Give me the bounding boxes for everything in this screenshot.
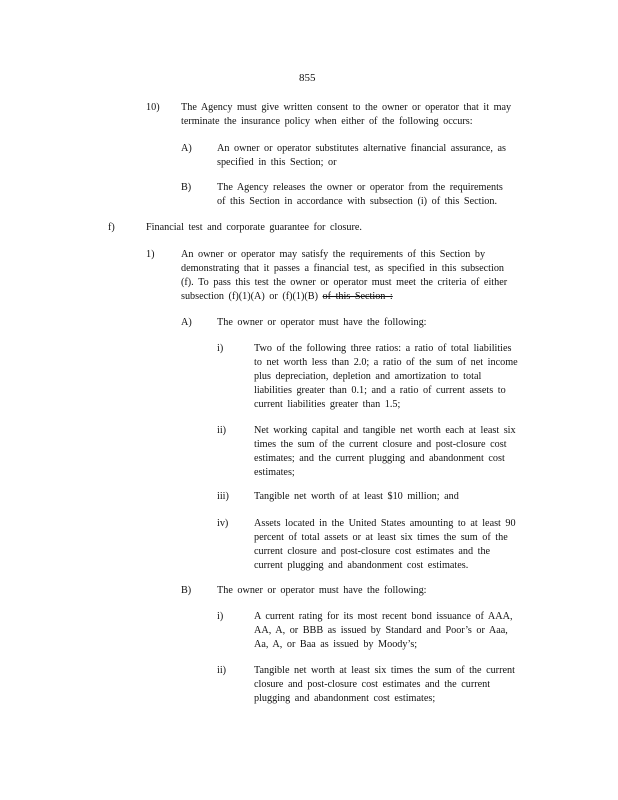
item-f1-line-1: An owner or operator may satisfy the requirements of this Section by [181, 249, 486, 260]
item-10b-line-1: The Agency releases the owner or operator from the requirements [217, 182, 503, 193]
item-label-f1b-ii: ii) [217, 665, 227, 676]
item-f1b-ii-line-1: Tangible net worth at least six times the sum of the current [254, 665, 515, 676]
item-label-f1a-iv: iv) [217, 518, 229, 529]
item-10a-line-1: An owner or operator substitutes alternative financial assurance, as [217, 143, 506, 154]
item-f1a-ii-line-4: estimates; [254, 467, 295, 478]
item-f1-line-4-text: subsection (f)(1)(A) or (f)(1)(B) [181, 291, 318, 302]
item-label-f1b: B) [181, 585, 192, 596]
deleted-text: of this Section : [322, 291, 393, 302]
item-f1a-i-line-4: liabilities greater than 0.1; and a ratio of current assets to [254, 385, 506, 396]
item-f1a-iv-line-2: percent of total assets or at least six times the sum of the [254, 532, 508, 543]
item-f1b-i-line-1: A current rating for its most recent bond issuance of AAA, [254, 611, 513, 622]
item-f1a-i-line-2: to net worth less than 2.0; a ratio of the sum of net income [254, 357, 518, 368]
item-label-f1a-iii: iii) [217, 491, 229, 502]
item-f1b-i-line-2: AA, A, or BBB as issued by Standard and Poor’s or Aaa, [254, 625, 508, 636]
item-f1a-ii-line-3: estimates; and the current plugging and abandonment cost [254, 453, 505, 464]
item-f1a-iv-line-1: Assets located in the United States amounting to at least 90 [254, 518, 516, 529]
item-10-line-2: terminate the insurance policy when either of the following occurs: [181, 116, 473, 127]
item-10b-line-2: of this Section in accordance with subsection (i) of this Section. [217, 196, 498, 207]
item-f1b-i-line-3: Aa, A, or Baa as issued by Moody’s; [254, 639, 418, 650]
item-f1a-iii-line-1: Tangible net worth of at least $10 million; and [254, 491, 459, 502]
item-f1b-ii-line-2: closure and post-closure cost estimates and the current [254, 679, 491, 690]
item-f1a-line-1: The owner or operator must have the following: [217, 317, 427, 328]
page-number: 855 [299, 72, 316, 84]
item-label-f1: 1) [146, 249, 155, 260]
item-label-f1b-i: i) [217, 611, 224, 622]
item-label-10b: B) [181, 182, 192, 193]
item-f1a-iv-line-3: current closure and post-closure cost estimates and the [254, 546, 491, 557]
item-f1a-iv-line-4: current plugging and abandonment cost estimates. [254, 560, 469, 571]
item-label-f1a-i: i) [217, 343, 224, 354]
item-f1-line-2: demonstrating that it passes a financial test, as specified in this subsection [181, 263, 505, 274]
item-f1a-ii-line-1: Net working capital and tangible net worth each at least six [254, 425, 516, 436]
item-f1a-ii-line-2: times the sum of the current closure and post-closure cost [254, 439, 507, 450]
section-label-f: f) [108, 222, 115, 233]
item-f1-line-3: (f). To pass this test the owner or operator must meet the criteria of either [181, 277, 508, 288]
item-f1b-ii-line-3: plugging and abandonment cost estimates; [254, 693, 436, 704]
item-label-f1a-ii: ii) [217, 425, 227, 436]
section-f-heading: Financial test and corporate guarantee for closure. [146, 222, 362, 233]
item-f1a-i-line-3: plus depreciation, depletion and amortization to total [254, 371, 482, 382]
item-label-10: 10) [146, 102, 160, 113]
item-label-f1a: A) [181, 317, 192, 328]
item-label-10a: A) [181, 143, 192, 154]
item-10a-line-2: specified in this Section; or [217, 157, 337, 168]
item-f1-line-4 [181, 290, 393, 304]
item-f1a-i-line-1: Two of the following three ratios: a ratio of total liabilities [254, 343, 512, 354]
item-f1b-line-1: The owner or operator must have the following: [217, 585, 427, 596]
item-10-line-1: The Agency must give written consent to the owner or operator that it may [181, 102, 512, 113]
item-f1a-i-line-5: current liabilities greater than 1.5; [254, 399, 401, 410]
